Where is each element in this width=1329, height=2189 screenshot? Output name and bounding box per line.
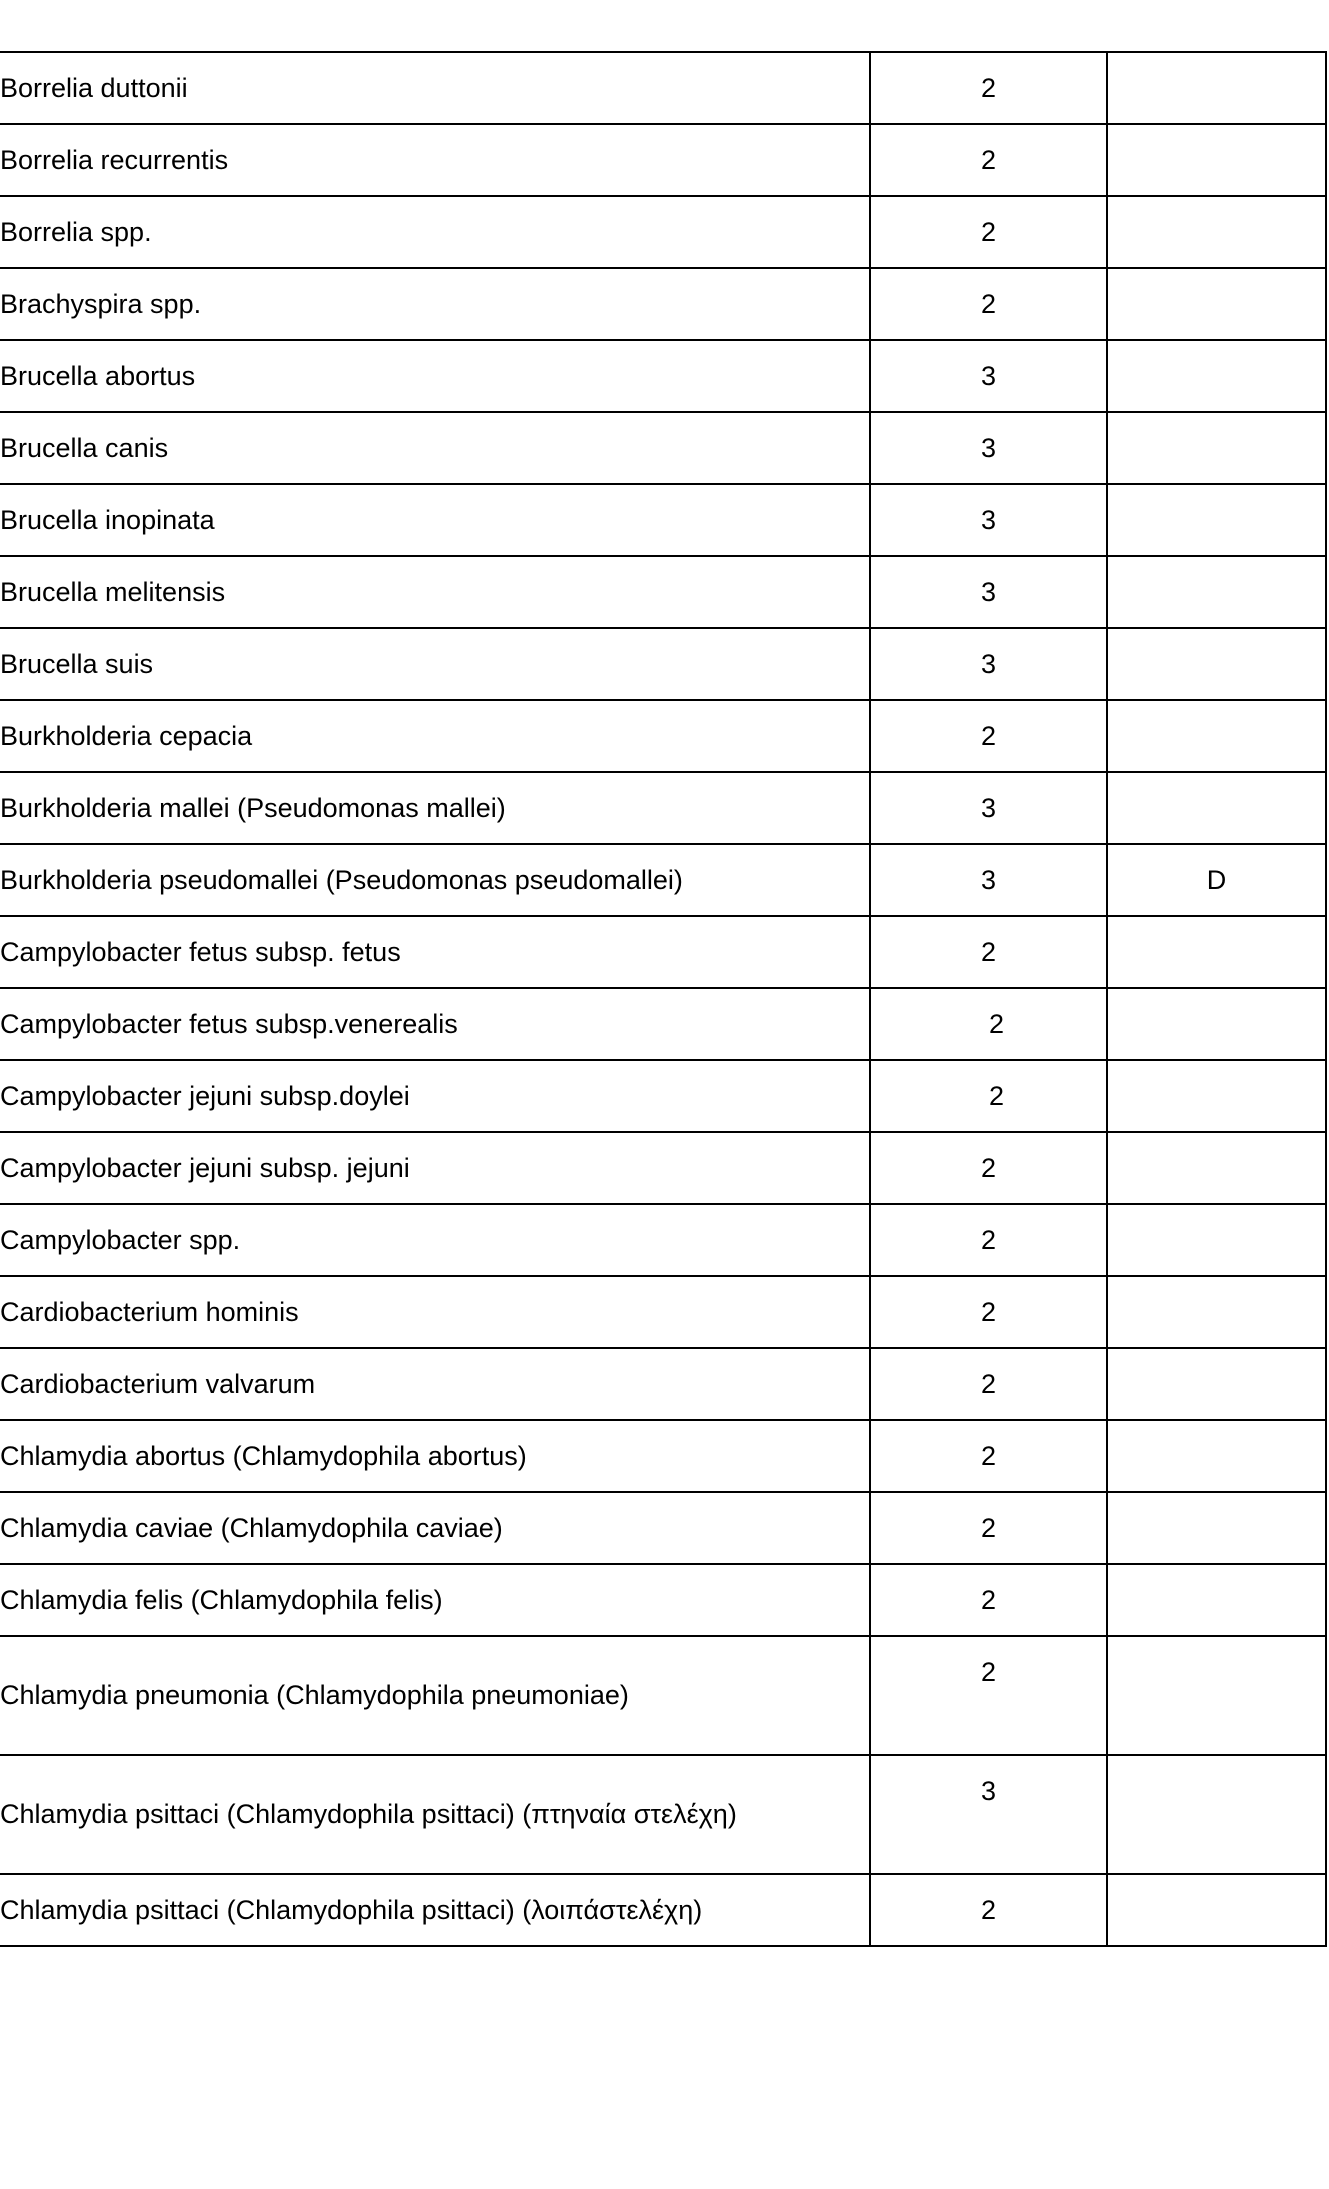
organism-name: Burkholderia pseudomallei (Pseudomonas pseudomallei): [0, 844, 870, 916]
note-cell: [1107, 412, 1326, 484]
risk-group: 2: [870, 1060, 1107, 1132]
organism-risk-table: [0, 51, 1327, 1947]
table-row: [0, 1874, 1326, 1946]
risk-group: 2: [870, 1348, 1107, 1420]
table-row: [0, 1492, 1326, 1564]
note-cell: [1107, 1348, 1326, 1420]
note-cell: [1107, 988, 1326, 1060]
note-cell: [1107, 52, 1326, 124]
table-row: [0, 1636, 1326, 1755]
organism-name: Chlamydia psittaci (Chlamydophila psittaci) (πτηναία στελέχη): [0, 1755, 870, 1874]
note-cell: D: [1107, 844, 1326, 916]
risk-group: 3: [870, 412, 1107, 484]
risk-group: 3: [870, 484, 1107, 556]
organism-name: Brucella melitensis: [0, 556, 870, 628]
table-row: [0, 844, 1326, 916]
organism-name: Brucella suis: [0, 628, 870, 700]
risk-group: 2: [870, 1874, 1107, 1946]
table-row: [0, 52, 1326, 124]
table-row: [0, 556, 1326, 628]
risk-group: 3: [870, 556, 1107, 628]
risk-group: 2: [870, 124, 1107, 196]
note-cell: [1107, 1132, 1326, 1204]
organism-name: Chlamydia abortus (Chlamydophila abortus): [0, 1420, 870, 1492]
table-row: [0, 988, 1326, 1060]
organism-name: Chlamydia pneumonia (Chlamydophila pneumoniae): [0, 1636, 870, 1755]
organism-name: Campylobacter jejuni subsp. jejuni: [0, 1132, 870, 1204]
risk-group: 2: [870, 1492, 1107, 1564]
table-row: [0, 772, 1326, 844]
organism-name: Chlamydia felis (Chlamydophila felis): [0, 1564, 870, 1636]
organism-name: Cardiobacterium hominis: [0, 1276, 870, 1348]
table-row: [0, 1564, 1326, 1636]
organism-name: Borrelia duttonii: [0, 52, 870, 124]
note-cell: [1107, 1276, 1326, 1348]
note-cell: [1107, 1492, 1326, 1564]
risk-group: 3: [870, 340, 1107, 412]
note-cell: [1107, 700, 1326, 772]
organism-name: Chlamydia caviae (Chlamydophila caviae): [0, 1492, 870, 1564]
table-row: [0, 1204, 1326, 1276]
risk-group: 2: [870, 700, 1107, 772]
table-row: [0, 124, 1326, 196]
organism-name: Brachyspira spp.: [0, 268, 870, 340]
organism-name: Campylobacter spp.: [0, 1204, 870, 1276]
risk-group: 2: [870, 1132, 1107, 1204]
risk-group: 2: [870, 1636, 1107, 1755]
table-row: [0, 1348, 1326, 1420]
note-cell: [1107, 628, 1326, 700]
risk-group: 2: [870, 196, 1107, 268]
note-cell: [1107, 1564, 1326, 1636]
organism-name: Borrelia recurrentis: [0, 124, 870, 196]
risk-group: 2: [870, 1564, 1107, 1636]
table-row: [0, 1755, 1326, 1874]
note-cell: [1107, 484, 1326, 556]
table-row: [0, 1420, 1326, 1492]
organism-name: Burkholderia mallei (Pseudomonas mallei): [0, 772, 870, 844]
note-cell: [1107, 1420, 1326, 1492]
organism-name: Brucella inopinata: [0, 484, 870, 556]
organism-name: Borrelia spp.: [0, 196, 870, 268]
note-cell: [1107, 772, 1326, 844]
table-row: [0, 196, 1326, 268]
risk-group: 2: [870, 988, 1107, 1060]
note-cell: [1107, 1636, 1326, 1755]
organism-name: Brucella canis: [0, 412, 870, 484]
table-row: [0, 268, 1326, 340]
table-row: [0, 412, 1326, 484]
note-cell: [1107, 196, 1326, 268]
organism-name: Campylobacter jejuni subsp.doylei: [0, 1060, 870, 1132]
organism-name: Campylobacter fetus subsp.venerealis: [0, 988, 870, 1060]
risk-group: 3: [870, 844, 1107, 916]
note-cell: [1107, 268, 1326, 340]
note-cell: [1107, 1874, 1326, 1946]
table-row: [0, 1060, 1326, 1132]
table-row: [0, 340, 1326, 412]
risk-group: 2: [870, 916, 1107, 988]
risk-group: 2: [870, 1204, 1107, 1276]
note-cell: [1107, 916, 1326, 988]
risk-group: 2: [870, 52, 1107, 124]
organism-name: Burkholderia cepacia: [0, 700, 870, 772]
risk-group: 3: [870, 628, 1107, 700]
table-row: [0, 628, 1326, 700]
risk-group: 2: [870, 268, 1107, 340]
risk-group: 2: [870, 1276, 1107, 1348]
table-row: [0, 1276, 1326, 1348]
organism-name: Brucella abortus: [0, 340, 870, 412]
organism-name: Chlamydia psittaci (Chlamydophila psittaci) (λοιπάστελέχη): [0, 1874, 870, 1946]
table-row: [0, 1132, 1326, 1204]
table-row: [0, 484, 1326, 556]
table-row: [0, 916, 1326, 988]
risk-group: 3: [870, 772, 1107, 844]
note-cell: [1107, 340, 1326, 412]
risk-group: 3: [870, 1755, 1107, 1874]
note-cell: [1107, 1060, 1326, 1132]
note-cell: [1107, 124, 1326, 196]
risk-group: 2: [870, 1420, 1107, 1492]
organism-name: Cardiobacterium valvarum: [0, 1348, 870, 1420]
note-cell: [1107, 1204, 1326, 1276]
note-cell: [1107, 556, 1326, 628]
note-cell: [1107, 1755, 1326, 1874]
organism-name: Campylobacter fetus subsp. fetus: [0, 916, 870, 988]
table-row: [0, 700, 1326, 772]
